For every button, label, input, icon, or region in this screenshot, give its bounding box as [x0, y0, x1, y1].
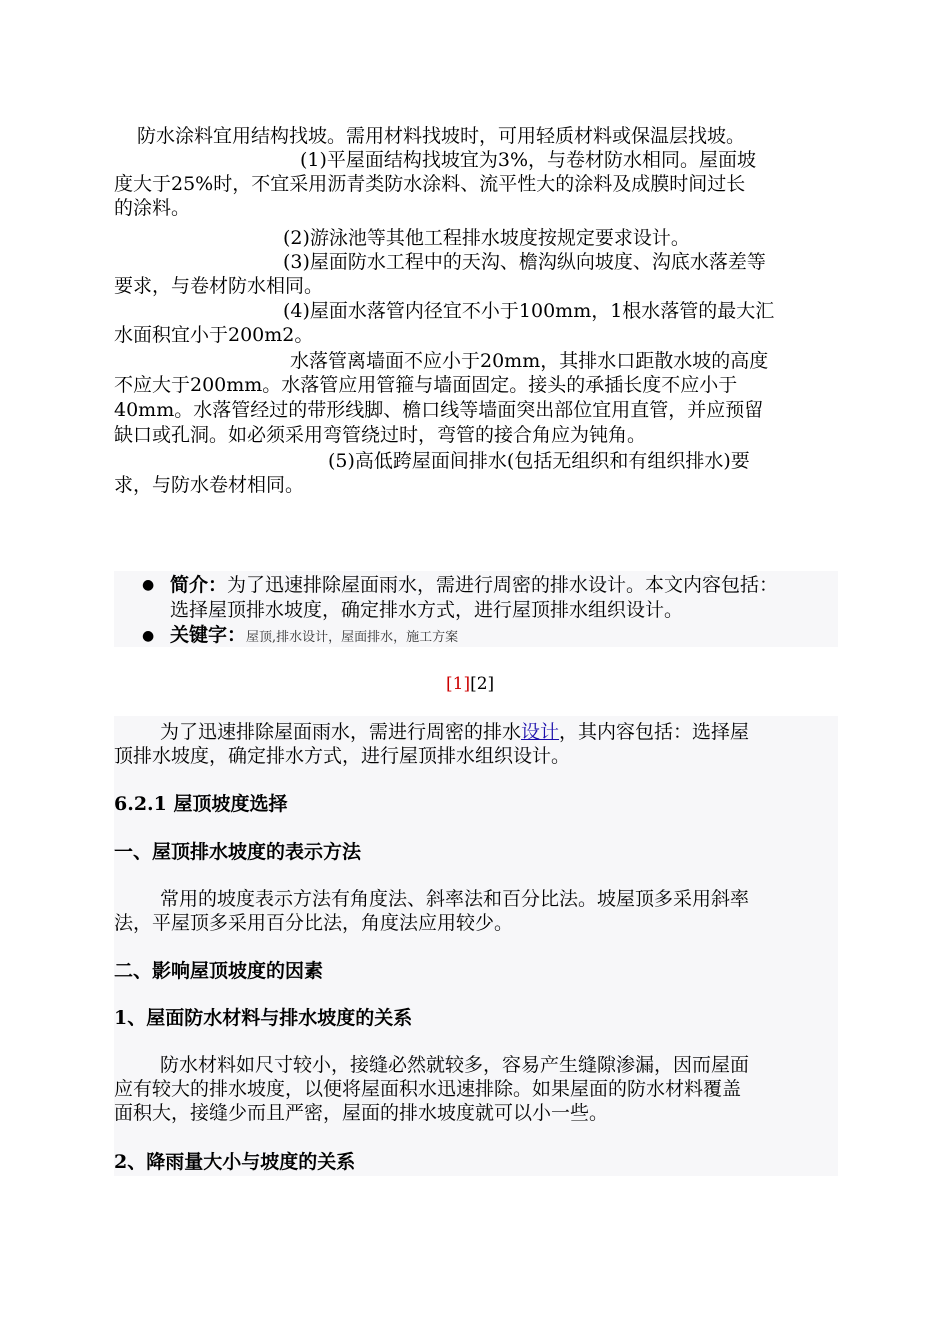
- keywords-text: 屋顶,排水设计，屋面排水，施工方案: [246, 630, 459, 645]
- intro-text: 为了迅速排除屋面雨水，需进行周密的排水设计。本文内容包括：: [227, 574, 779, 596]
- paragraph-text: 求，与防水卷材相同。: [114, 474, 305, 496]
- paragraph-text: 应有较大的排水坡度，以便将屋面积水迅速排除。如果屋面的防水材料覆盖: [114, 1078, 742, 1100]
- section-heading: 二、影响屋顶坡度的因素: [114, 960, 324, 982]
- paragraph-text: 水落管离墙面不应小于20mm，其排水口距散水坡的高度: [290, 350, 769, 372]
- paragraph-text: (4)屋面水落管内径宜不小于100mm，1根水落管的最大汇: [283, 300, 775, 322]
- summary-keywords: [170, 623, 458, 650]
- intro-label: 简介：: [170, 574, 228, 596]
- summary-intro-cont: 选择屋顶排水坡度，确定排水方式，进行屋顶排水组织设计。: [170, 599, 684, 621]
- design-link[interactable]: 设计: [521, 721, 560, 743]
- section-heading: 一、屋顶排水坡度的表示方法: [114, 841, 362, 863]
- paragraph-text: 40mm。水落管经过的带形线脚、檐口线等墙面突出部位宜用直管，并应预留: [114, 399, 764, 421]
- page-link-1[interactable]: [1]: [446, 674, 471, 694]
- paragraph-text: [160, 720, 749, 744]
- paragraph-text: (1)平屋面结构找坡宜为3%，与卷材防水相同。屋面坡: [300, 149, 757, 171]
- pagination: [446, 672, 494, 696]
- paragraph-text: 顶排水坡度，确定排水方式，进行屋顶排水组织设计。: [114, 745, 571, 767]
- paragraph-text: 水面积宜小于200m2。: [114, 324, 314, 346]
- paragraph-text: 的涂料。: [114, 197, 191, 219]
- bullet-icon: ●: [142, 628, 155, 644]
- section-heading: 1、屋面防水材料与排水坡度的关系: [114, 1007, 413, 1029]
- page-link-2[interactable]: [2]: [470, 674, 495, 694]
- paragraph-text: 缺口或孔洞。如必须采用弯管绕过时，弯管的接合角应为钝角。: [114, 424, 647, 446]
- intro-part-b: ，其内容包括：选择屋: [559, 721, 750, 743]
- paragraph-text: (2)游泳池等其他工程排水坡度按规定要求设计。: [283, 227, 690, 249]
- paragraph-text: 法，平屋顶多采用百分比法，角度法应用较少。: [114, 912, 514, 934]
- paragraph-text: 防水材料如尺寸较小，接缝必然就较多，容易产生缝隙渗漏，因而屋面: [160, 1054, 750, 1076]
- paragraph-text: (5)高低跨屋面间排水(包括无组织和有组织排水)要: [328, 450, 750, 472]
- bullet-icon: ●: [142, 577, 155, 593]
- keywords-label: 关键字：: [170, 624, 247, 646]
- intro-part-a: 为了迅速排除屋面雨水，需进行周密的排水: [160, 721, 522, 743]
- paragraph-text: (3)屋面防水工程中的天沟、檐沟纵向坡度、沟底水落差等: [283, 251, 766, 273]
- paragraph-text: 常用的坡度表示方法有角度法、斜率法和百分比法。坡屋顶多采用斜率: [160, 888, 750, 910]
- paragraph-text: 防水涂料宜用结构找坡。需用材料找坡时，可用轻质材料或保温层找坡。: [137, 125, 746, 147]
- paragraph-text: 面积大，接缝少而且严密，屋面的排水坡度就可以小一些。: [114, 1102, 609, 1124]
- section-heading: 6.2.1 屋顶坡度选择: [114, 793, 288, 815]
- section-heading: 2、降雨量大小与坡度的关系: [114, 1151, 356, 1173]
- paragraph-text: 不应大于200mm。水落管应用管箍与墙面固定。接头的承插长度不应小于: [114, 374, 738, 396]
- summary-intro: [170, 573, 778, 597]
- paragraph-text: 度大于25%时，不宜采用沥青类防水涂料、流平性大的涂料及成膜时间过长: [114, 173, 746, 195]
- paragraph-text: 要求，与卷材防水相同。: [114, 275, 324, 297]
